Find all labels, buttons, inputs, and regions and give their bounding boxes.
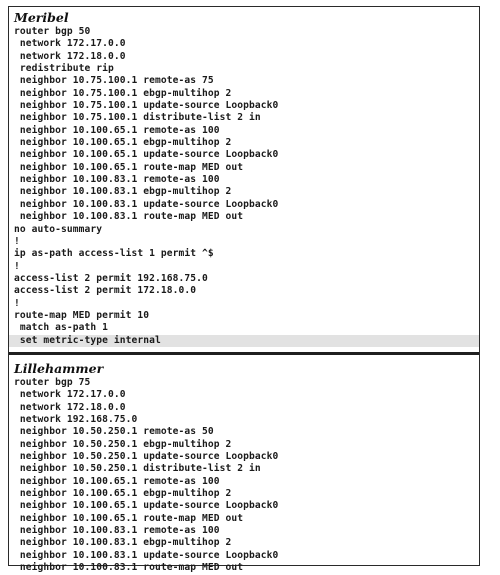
config-line: neighbor 10.100.83.1 remote-as 100 [14,525,220,537]
config-line: neighbor 10.50.250.1 update-source Loopback0 [14,451,279,463]
config-line: neighbor 10.100.65.1 remote-as 100 [14,475,220,487]
config-line: neighbor 10.50.250.1 remote-as 50 [14,426,214,438]
config-line: neighbor 10.100.83.1 route-map MED out [14,562,244,574]
config-line: neighbor 10.100.65.1 route-map MED out [14,512,244,524]
highlighted-config-line: set metric-type internal [9,335,479,347]
config-line: match as-path 1 [14,322,109,334]
config-line: neighbor 10.75.100.1 ebgp-multihop 2 [14,87,232,99]
meribel-title: Meribel [14,10,69,25]
config-line: neighbor 10.100.65.1 update-source Loopback0 [14,149,279,161]
config-line: network 172.17.0.0 [14,38,126,50]
config-line: access-list 2 permit 172.18.0.0 [14,285,197,297]
config-line: neighbor 10.100.83.1 remote-as 100 [14,174,220,186]
config-line: neighbor 10.100.65.1 remote-as 100 [14,124,220,136]
config-line: router bgp 50 [14,26,91,37]
config-line: neighbor 10.100.83.1 route-map MED out [14,211,244,223]
config-line: no auto-summary [14,223,103,235]
config-line: neighbor 10.75.100.1 remote-as 75 [14,75,214,87]
config-line: router bgp 75 [14,377,91,388]
config-line: neighbor 10.75.100.1 update-source Loopback0 [14,100,279,112]
meribel-config [9,26,479,347]
meribel-section [9,10,479,347]
config-line: network 172.17.0.0 [14,389,126,401]
config-line: network 172.18.0.0 [14,50,126,62]
config-line: route-map MED permit 10 [14,309,150,321]
config-line: neighbor 10.75.100.1 distribute-list 2 in [14,112,261,124]
lillehammer-config [9,377,479,575]
section-divider [9,352,479,355]
config-line: network 192.168.75.0 [14,414,138,426]
config-line: neighbor 10.100.83.1 update-source Loopback0 [14,198,279,210]
lillehammer-title: Lillehammer [14,361,104,376]
config-line: neighbor 10.100.65.1 route-map MED out [14,161,244,173]
config-line: neighbor 10.100.65.1 ebgp-multihop 2 [14,137,232,149]
config-line: neighbor 10.50.250.1 distribute-list 2 in [14,463,261,475]
lillehammer-section [9,361,479,575]
config-line: neighbor 10.50.250.1 ebgp-multihop 2 [14,438,232,450]
config-line: redistribute rip [14,63,114,75]
config-line: neighbor 10.100.83.1 update-source Loopback0 [14,549,279,561]
config-listing-frame [8,6,480,574]
config-line: ! [14,235,20,247]
config-line: neighbor 10.100.65.1 update-source Loopback0 [14,500,279,512]
config-line: neighbor 10.100.65.1 ebgp-multihop 2 [14,488,232,500]
config-line: ! [14,260,20,272]
config-line: neighbor 10.100.83.1 ebgp-multihop 2 [14,537,232,549]
config-line: ! [14,297,20,309]
config-line: access-list 2 permit 192.168.75.0 [14,272,208,284]
config-line: network 172.18.0.0 [14,401,126,413]
config-line: neighbor 10.100.83.1 ebgp-multihop 2 [14,186,232,198]
config-line: ip as-path access-list 1 permit ^$ [14,248,214,260]
